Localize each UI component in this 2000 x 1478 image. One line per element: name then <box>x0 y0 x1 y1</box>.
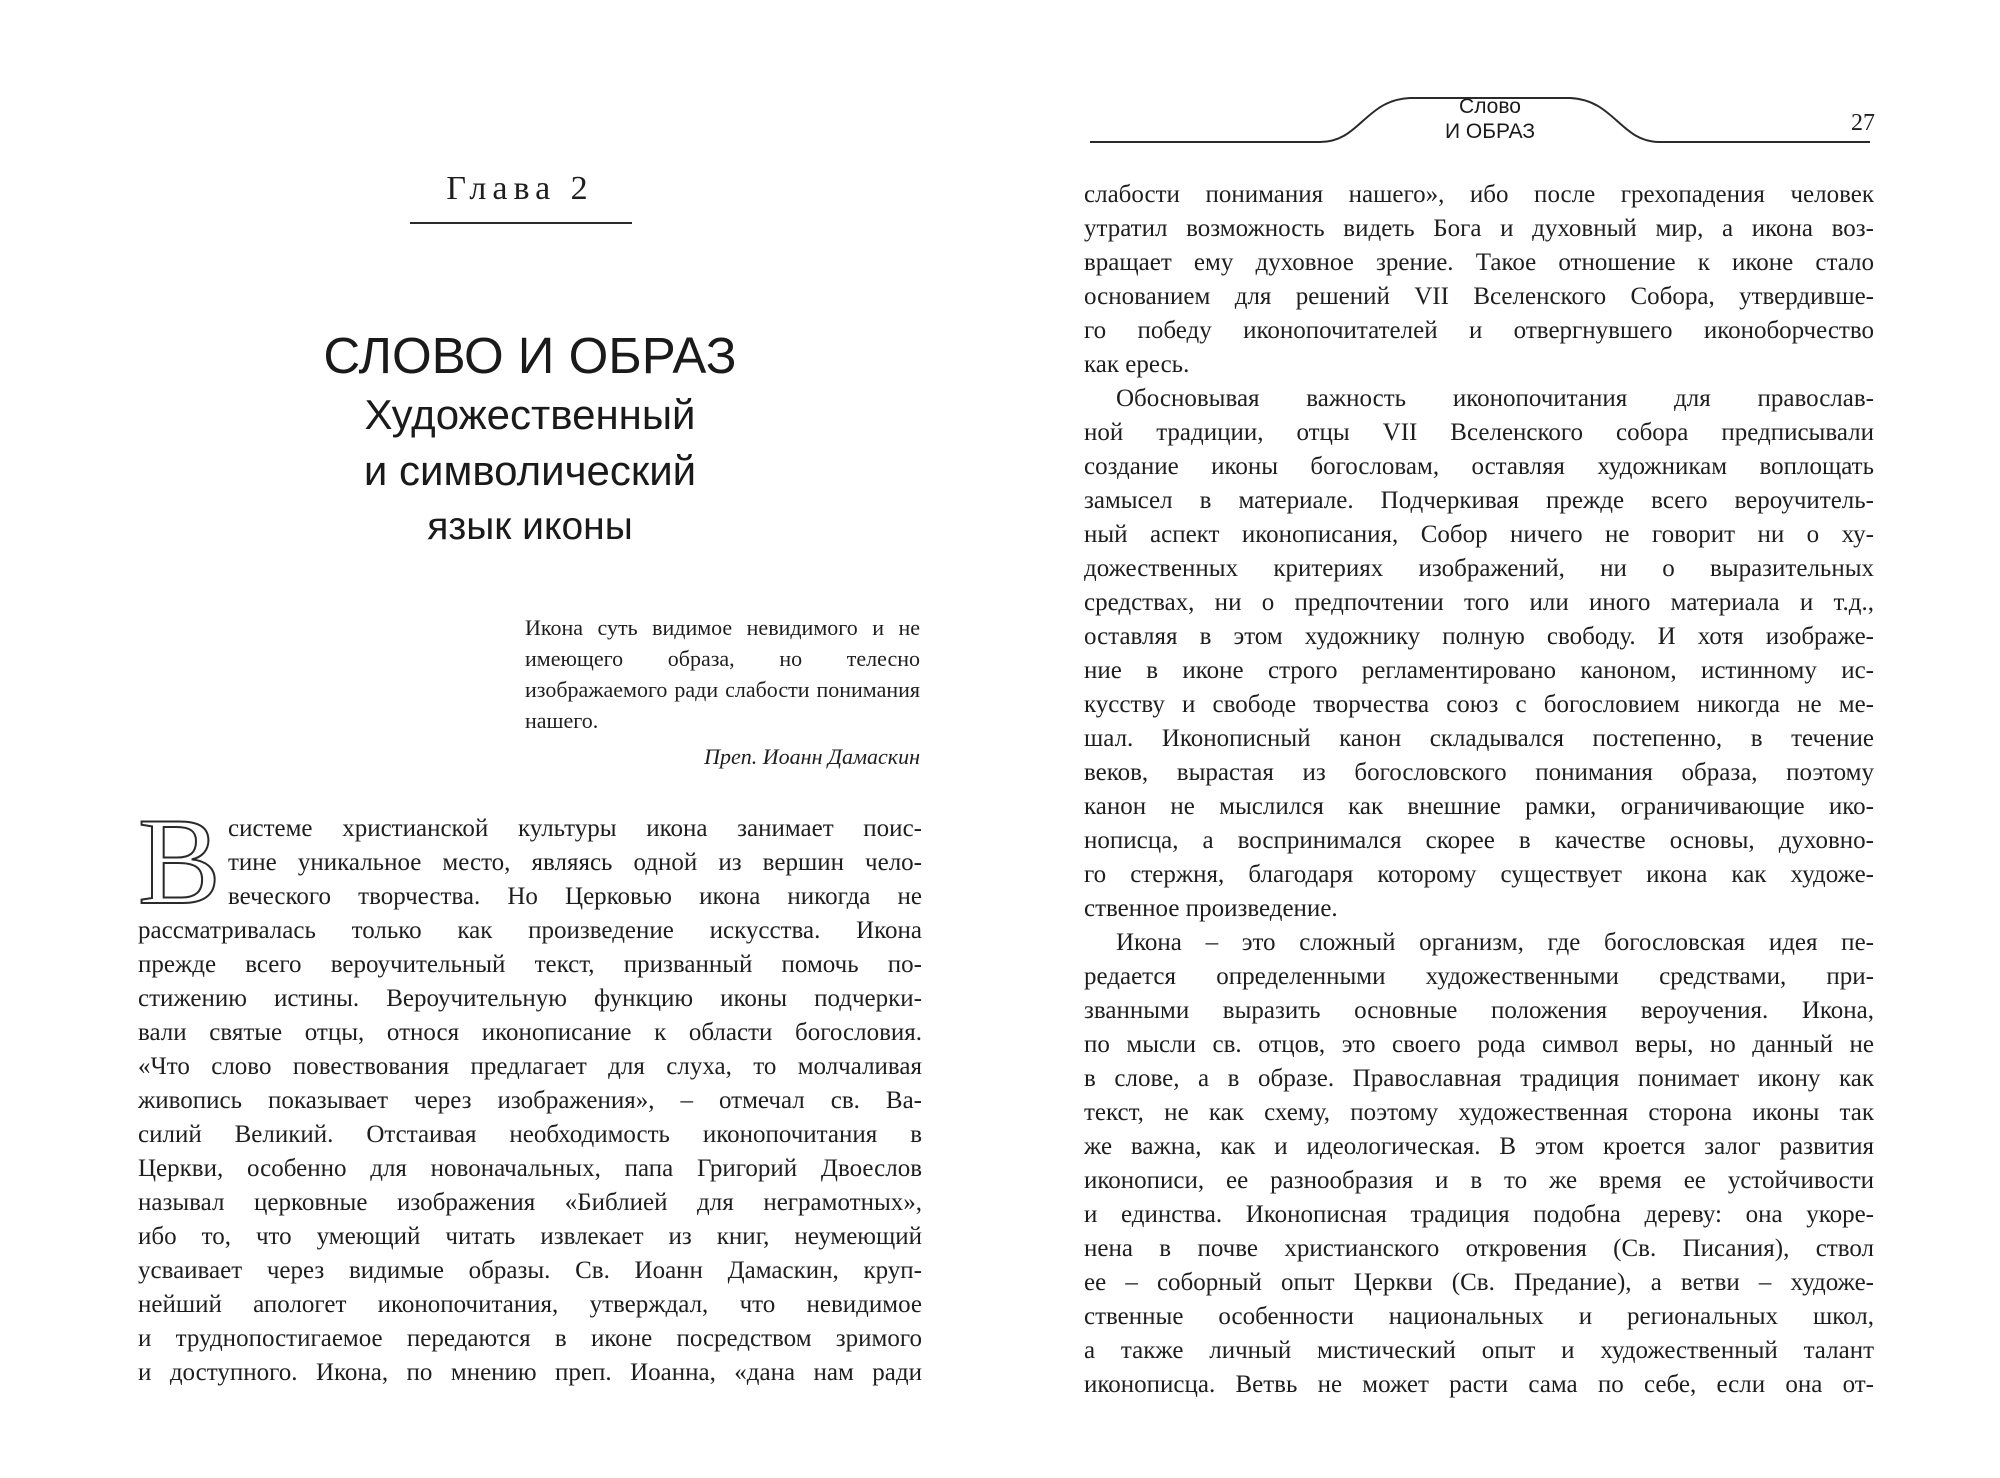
text-line: иконописи, ее разнообразия и в то же время ее устойчивости <box>1084 1167 1874 1194</box>
drop-cap: В <box>138 793 221 930</box>
text-line: слабости понимания нашего», ибо после грехопадения человек <box>1084 181 1874 208</box>
body-line: усваивает через видимые образы. Св. Иоанн Дамаскин, круп- <box>138 1257 922 1284</box>
running-head-line-1: Слово <box>1459 95 1521 118</box>
body-line: силий Великий. Отстаивая необходимость иконопочитания в <box>138 1121 922 1148</box>
title-line-4: язык иконы <box>427 505 633 548</box>
running-head-line-2: И ОБРАЗ <box>1444 120 1536 143</box>
text-line: средствах, ни о предпочтении того или иного материала и т.д., <box>1084 589 1874 616</box>
text-line: ной традиции, отцы VII Вселенского собора предписывали <box>1084 419 1874 446</box>
body-line: «Что слово повествования предлагает для слуха, то молчаливая <box>138 1053 922 1080</box>
text-line: основанием для решений VII Вселенского Собора, утвердивше- <box>1084 283 1874 310</box>
text-line: иконописца. Ветвь не может расти сама по себе, если она от- <box>1084 1371 1874 1398</box>
body-line: нейший апологет иконопочитания, утверждал, что невидимое <box>138 1291 922 1318</box>
body-line: стижению истины. Вероучительную функцию иконы подчерки- <box>138 985 922 1012</box>
body-line: и доступного. Икона, по мнению преп. Иоанна, «дана нам ради <box>138 1359 922 1386</box>
text-line: создание иконы богословам, оставляя художникам воплощать <box>1084 453 1874 480</box>
chapter-rule <box>410 222 632 224</box>
body-line: ибо то, что умеющий читать извлекает из книг, неумеющий <box>138 1223 922 1250</box>
right-page <box>1000 0 2000 1478</box>
text-line: ее – соборный опыт Церкви (Св. Предание), а ветви – художе- <box>1084 1269 1874 1296</box>
text-line: ние в иконе строго регламентировано каноном, истинному ис- <box>1084 657 1874 684</box>
chapter-title <box>290 325 770 555</box>
text-line: в слове, а в образе. Православная традиция понимает икону как <box>1084 1065 1874 1092</box>
text-line: замысел в материале. Подчеркивая прежде всего вероучитель- <box>1084 487 1874 514</box>
text-line: ный аспект иконописания, Собор ничего не говорит ни о ху- <box>1084 521 1874 548</box>
text-line: текст, не как схему, поэтому художественная сторона иконы так <box>1084 1099 1874 1126</box>
body-line: и труднопостигаемое передаются в иконе посредством зримого <box>138 1325 922 1352</box>
text-line: ственные особенности национальных и региональных школ, <box>1084 1303 1874 1330</box>
body-line: системе христианской культуры икона занимает поис- <box>228 815 922 842</box>
epigraph-author: Преп. Иоанн Дамаскин <box>704 744 920 769</box>
body-line: тине уникальное место, являясь одной из вершин чело- <box>228 849 922 876</box>
title-line-3: и символический <box>363 447 697 494</box>
text-line: и единства. Иконописная традиция подобна дереву: она укоре- <box>1084 1201 1874 1228</box>
text-line: нена в почве христианского откровения (Св. Писания), ствол <box>1084 1235 1874 1262</box>
running-head <box>1090 92 1875 152</box>
body-line: называл церковные изображения «Библией для неграмотных», <box>138 1189 922 1216</box>
body-line: прежде всего вероучительный текст, призванный помочь по- <box>138 951 922 978</box>
text-line: оставляя в этом художнику полную свободу. И хотя изображе- <box>1084 623 1874 650</box>
text-line: кусству и свободе творчества союз с богословием никогда не ме- <box>1084 691 1874 718</box>
page-number: 27 <box>1851 110 1875 136</box>
body-line: Церкви, особенно для новоначальных, папа Григорий Двоеслов <box>138 1155 922 1182</box>
text-line: Обосновывая важность иконопочитания для православ- <box>1116 385 1874 412</box>
title-line-2: Художественный <box>364 391 696 438</box>
title-line-1: СЛОВО И ОБРАЗ <box>323 327 737 384</box>
running-head-title <box>1430 94 1550 144</box>
text-line: Икона – это сложный организм, где богословская идея пе- <box>1116 929 1874 956</box>
body-line: вали святые отцы, относя иконописание к области богословия. <box>138 1019 922 1046</box>
text-line: а также личный мистический опыт и художественный талант <box>1084 1337 1874 1364</box>
text-line: шал. Иконописный канон складывался постепенно, в течение <box>1084 725 1874 752</box>
text-line: по мысли св. отцов, это своего рода символ веры, но данный не <box>1084 1031 1874 1058</box>
text-line: редается определенными художественными средствами, при- <box>1084 963 1874 990</box>
text-line: го победу иконопочитателей и отвергнувшего иконоборчество <box>1084 317 1874 344</box>
text-line: нописца, а воспринимался скорее в качестве основы, духовно- <box>1084 827 1874 854</box>
body-line: рассматривалась только как произведение искусства. Икона <box>138 917 922 944</box>
text-line: утратил возможность видеть Бога и духовный мир, а икона воз- <box>1084 215 1874 242</box>
text-line: дожественных критериях изображений, ни о выразительных <box>1084 555 1874 582</box>
text-line: вращает ему духовное зрение. Такое отношение к иконе стало <box>1084 249 1874 276</box>
text-line: ственное произведение. <box>1084 895 1338 922</box>
chapter-label: Глава 2 <box>446 170 594 207</box>
body-line: живопись показывает через изображения», – отмечал св. Ва- <box>138 1087 922 1114</box>
text-line: званными выразить основные положения вероучения. Икона, <box>1084 997 1874 1024</box>
text-line: веков, вырастая из богословского понимания образа, поэтому <box>1084 759 1874 786</box>
text-line: как ересь. <box>1084 351 1190 378</box>
text-line: го стержня, благодаря которому существует икона как художе- <box>1084 861 1874 888</box>
text-line: канон не мыслился как внешние рамки, ограничивающие ико- <box>1084 793 1874 820</box>
text-line: же важна, как и идеологическая. В этом кроется залог развития <box>1084 1133 1874 1160</box>
epigraph-text: Икона суть видимое невидимого и не имеющего образа, но телесно изображаемого ради слабости понимания нашего. <box>525 615 920 733</box>
body-line: веческого творчества. Но Церковью икона никогда не <box>228 883 922 910</box>
